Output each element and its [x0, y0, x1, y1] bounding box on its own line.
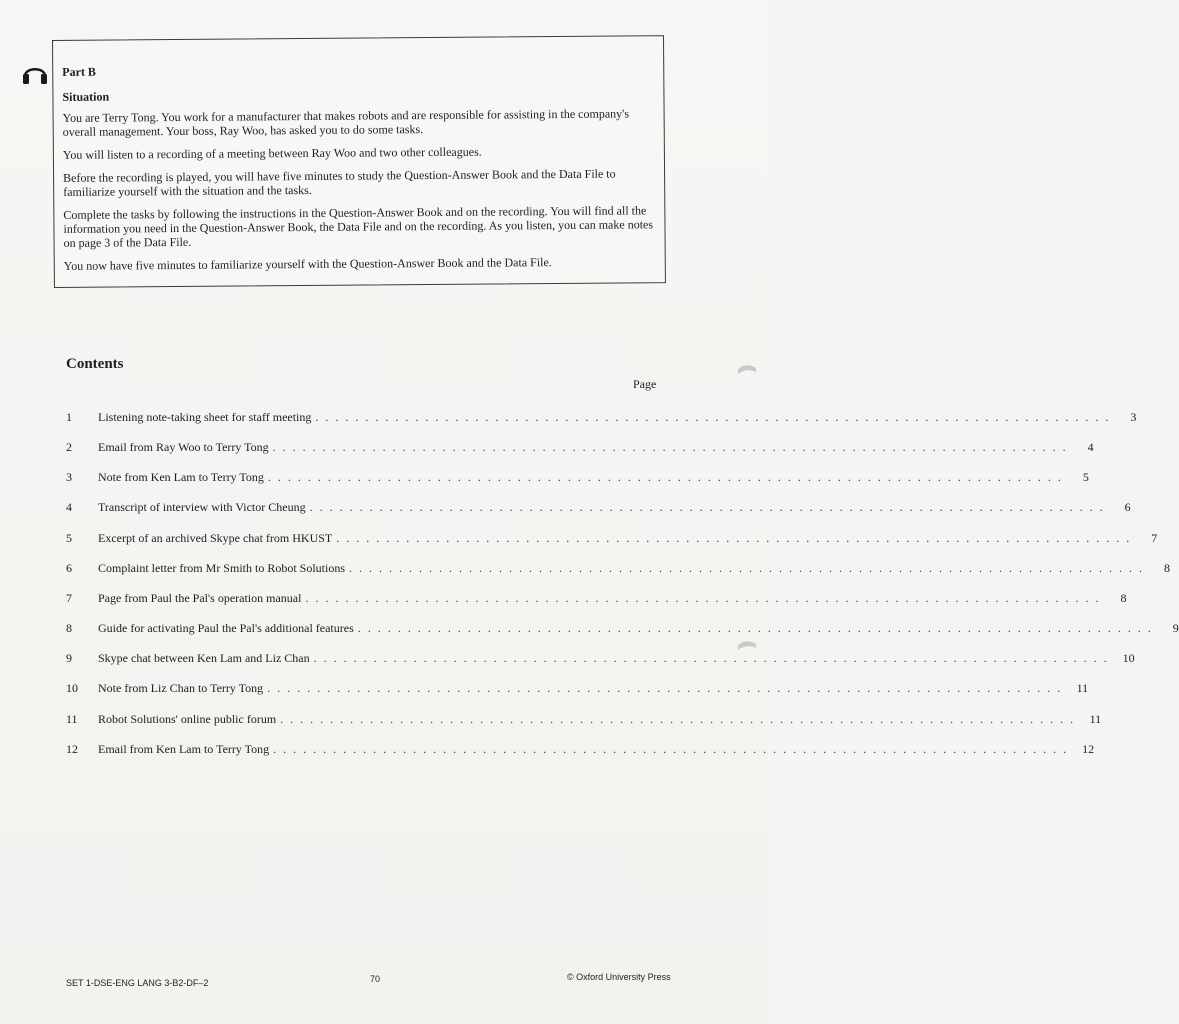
- dot-leader: . . . . . . . . . . . . . . . . . . . . . . . . . . . . . . . . . . . . . . . . . . . . . . . . . . . . . . . . . . . . . . . . . . . . . . . . . . . . . . . .: [336, 530, 1132, 545]
- contents-row: [66, 530, 1158, 549]
- contents-item-number: 6: [66, 560, 72, 575]
- situation-paragraph: You are Terry Tong. You work for a manufacturer that makes robots and are responsible for assisting in the company's overall management. Your boss, Ray Woo, has asked you to do some tasks.: [62, 106, 630, 139]
- contents-row: [66, 621, 1179, 639]
- contents-row: [66, 681, 1089, 699]
- footer-page-number: 70: [370, 974, 381, 984]
- contents-item-title: Email from Ken Lam to Terry Tong: [98, 741, 270, 756]
- dot-leader: . . . . . . . . . . . . . . . . . . . . . . . . . . . . . . . . . . . . . . . . . . . . . . . . . . . . . . . . . . . . . . . . . . . . . . . . . . . . . . . .: [267, 681, 1063, 696]
- contents-item-page: 8: [1120, 590, 1127, 605]
- contents-item-title: Robot Solutions' online public forum: [98, 711, 277, 726]
- dot-leader: . . . . . . . . . . . . . . . . . . . . . . . . . . . . . . . . . . . . . . . . . . . . . . . . . . . . . . . . . . . . . . . . . . . . . . . . . . . . . . . .: [315, 410, 1111, 424]
- dot-leader: . . . . . . . . . . . . . . . . . . . . . . . . . . . . . . . . . . . . . . . . . . . . . . . . . . . . . . . . . . . . . . . . . . . . . . . . . . . . . . . .: [313, 651, 1109, 666]
- contents-row: [66, 560, 1171, 579]
- contents-row: [66, 741, 1095, 760]
- contents-item-title: Guide for activating Paul the Pal's additional features: [98, 621, 354, 636]
- dot-leader: . . . . . . . . . . . . . . . . . . . . . . . . . . . . . . . . . . . . . . . . . . . . . . . . . . . . . . . . . . . . . . . . . . . . . . . . . . . . . . . .: [357, 621, 1153, 636]
- contents-item-number: 8: [66, 621, 72, 636]
- dot-leader: . . . . . . . . . . . . . . . . . . . . . . . . . . . . . . . . . . . . . . . . . . . . . . . . . . . . . . . . . . . . . . . . . . . . . . . . . . . . . . . .: [273, 741, 1069, 756]
- contents-item-page: 11: [1076, 681, 1089, 696]
- situation-paragraph: You now have five minutes to familiarize yourself with the Question-Answer Book and the Data File.: [63, 255, 552, 273]
- contents-item-number: 12: [66, 741, 78, 756]
- contents-item-page: 5: [1082, 470, 1089, 485]
- contents-row: [66, 470, 1089, 488]
- contents-item-title: Complaint letter from Mr Smith to Robot Solutions: [98, 560, 346, 575]
- contents-item-page: 12: [1082, 741, 1095, 756]
- contents-item-number: 7: [66, 590, 72, 605]
- contents-item-number: 11: [66, 711, 78, 726]
- contents-item-title: Note from Liz Chan to Terry Tong: [98, 681, 264, 696]
- part-label: Part B: [62, 64, 96, 79]
- contents-item-title: Listening note-taking sheet for staff meeting: [98, 410, 312, 424]
- contents-item-number: 3: [66, 470, 72, 485]
- contents-item-title: Transcript of interview with Victor Cheung: [98, 500, 306, 515]
- dot-leader: . . . . . . . . . . . . . . . . . . . . . . . . . . . . . . . . . . . . . . . . . . . . . . . . . . . . . . . . . . . . . . . . . . . . . . . . . . . . . . . .: [309, 500, 1105, 515]
- footer-code: SET 1-DSE-ENG LANG 3-B2-DF–2: [66, 978, 209, 988]
- dot-leader: . . . . . . . . . . . . . . . . . . . . . . . . . . . . . . . . . . . . . . . . . . . . . . . . . . . . . . . . . . . . . . . . . . . . . . . . . . . . . . . .: [272, 440, 1068, 455]
- page-column-label: Page: [633, 377, 657, 391]
- dot-leader: . . . . . . . . . . . . . . . . . . . . . . . . . . . . . . . . . . . . . . . . . . . . . . . . . . . . . . . . . . . . . . . . . . . . . . . . . . . . . . . .: [267, 470, 1063, 485]
- contents-row: [66, 711, 1102, 730]
- contents-item-number: 1: [66, 410, 72, 424]
- contents-row: [66, 410, 1137, 428]
- binding-hole-mark: [736, 636, 758, 654]
- dot-leader: . . . . . . . . . . . . . . . . . . . . . . . . . . . . . . . . . . . . . . . . . . . . . . . . . . . . . . . . . . . . . . . . . . . . . . . . . . . . . . . .: [305, 590, 1101, 605]
- contents-item-page: 9: [1172, 621, 1179, 636]
- dot-leader: . . . . . . . . . . . . . . . . . . . . . . . . . . . . . . . . . . . . . . . . . . . . . . . . . . . . . . . . . . . . . . . . . . . . . . . . . . . . . . . .: [280, 711, 1076, 726]
- contents-item-page: 3: [1130, 410, 1137, 424]
- contents-item-number: 5: [66, 530, 72, 545]
- contents-item-page: 11: [1089, 711, 1102, 726]
- contents-item-page: 7: [1151, 530, 1158, 545]
- contents-row: [66, 500, 1131, 518]
- contents-item-title: Note from Ken Lam to Terry Tong: [98, 470, 264, 485]
- contents-item-title: Skype chat between Ken Lam and Liz Chan: [98, 651, 310, 666]
- contents-item-title: Email from Ray Woo to Terry Tong: [98, 440, 269, 455]
- footer-publisher: © Oxford University Press: [567, 972, 671, 982]
- contents-heading: Contents: [66, 356, 124, 372]
- contents-item-page: 10: [1122, 651, 1135, 666]
- contents-row: [66, 590, 1127, 609]
- situation-box: [52, 35, 666, 288]
- contents-item-page: 6: [1124, 500, 1131, 515]
- contents-item-number: 9: [66, 651, 72, 666]
- situation-paragraph: Before the recording is played, you will have five minutes to study the Question-Answer Book and the Data File to familiarize yourself with the situation and the tasks.: [63, 166, 616, 199]
- contents-item-number: 10: [66, 681, 78, 696]
- contents-item-page: 4: [1087, 440, 1094, 455]
- contents-item-number: 4: [66, 500, 72, 515]
- headphones-icon: [22, 62, 48, 86]
- contents-row: [66, 440, 1094, 458]
- contents-item-title: Excerpt of an archived Skype chat from HKUST: [98, 530, 333, 545]
- contents-item-page: 8: [1164, 560, 1171, 575]
- situation-paragraph: You will listen to a recording of a meeting between Ray Woo and two other colleagues.: [62, 144, 482, 162]
- situation-paragraph: Complete the tasks by following the instructions in the Question-Answer Book and on the recording. You will find all the information you need in the Question-Answer Book, the Data File and on the recording. As you listen, you can make notes on page 3 of the Data File.: [63, 203, 654, 250]
- contents-item-title: Page from Paul the Pal's operation manual: [98, 590, 302, 605]
- contents-item-number: 2: [66, 440, 72, 455]
- binding-hole-mark: [736, 360, 758, 378]
- situation-heading: Situation: [62, 89, 110, 104]
- dot-leader: . . . . . . . . . . . . . . . . . . . . . . . . . . . . . . . . . . . . . . . . . . . . . . . . . . . . . . . . . . . . . . . . . . . . . . . . . . . . . . . .: [349, 560, 1145, 575]
- contents-row: [66, 651, 1135, 669]
